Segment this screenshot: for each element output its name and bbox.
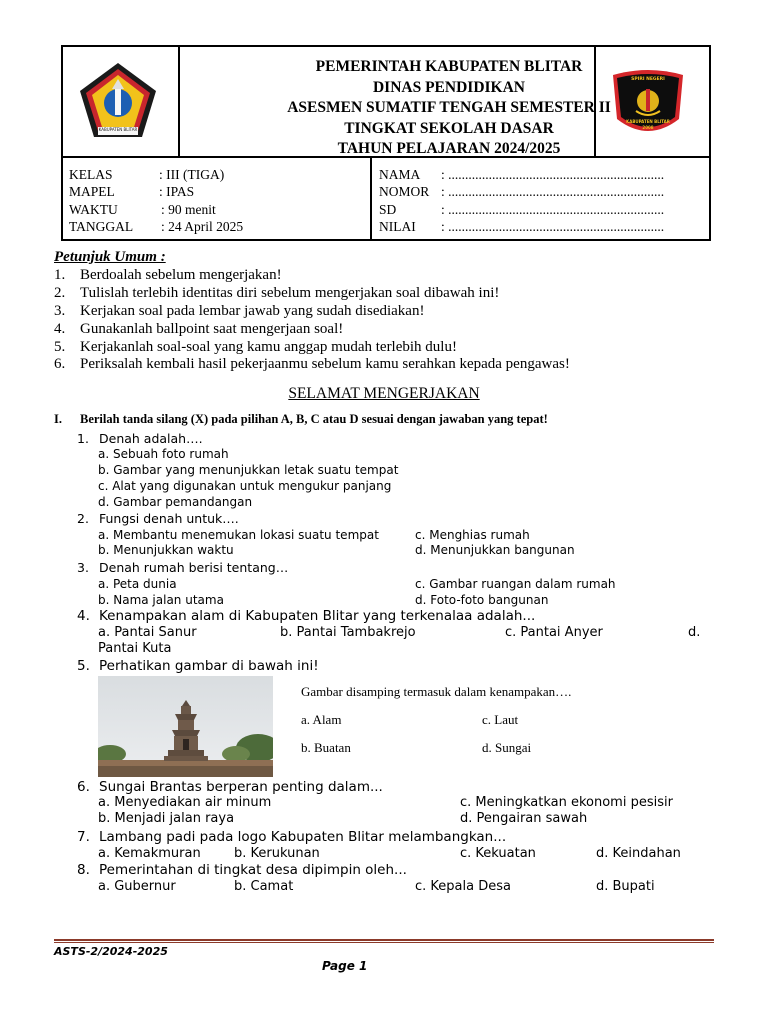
header-line-1: PEMERINTAH KABUPATEN BLITAR bbox=[315, 58, 583, 75]
info-row-waktu bbox=[69, 201, 364, 218]
instruction-text: Periksalah kembali hasil pekerjaanmu sebelum kamu serahkan kepada pengawas! bbox=[80, 356, 570, 372]
q8-option-a[interactable]: a. Gubernur bbox=[98, 879, 176, 894]
instruction-number: 5. bbox=[54, 339, 66, 355]
right-logo-top-text: SPIRI NEGERI bbox=[631, 77, 665, 82]
question-text: Lambang padi pada logo Kabupaten Blitar melambangkan... bbox=[99, 829, 507, 845]
info-row-nama bbox=[379, 166, 709, 183]
header-table bbox=[61, 45, 711, 241]
q1-option-c[interactable]: c. Alat yang digunakan untuk mengukur panjang bbox=[98, 479, 392, 493]
q2-option-d[interactable]: d. Menunjukkan bangunan bbox=[415, 543, 575, 557]
question-number: 5. bbox=[77, 658, 90, 674]
q6-option-a[interactable]: a. Menyediakan air minum bbox=[98, 795, 272, 810]
header-divider-left bbox=[178, 47, 180, 158]
q5-option-c[interactable]: c. Laut bbox=[482, 712, 519, 727]
question-6 bbox=[77, 779, 383, 795]
q1-option-a[interactable]: a. Sebuah foto rumah bbox=[98, 447, 229, 461]
section-heading bbox=[54, 412, 548, 427]
header-line-4: TINGKAT SEKOLAH DASAR bbox=[344, 119, 554, 137]
instruction-item bbox=[54, 284, 499, 302]
question-text: Pemerintahan di tingkat desa dipimpin oleh... bbox=[99, 862, 407, 878]
q3-option-a[interactable]: a. Peta dunia bbox=[98, 577, 177, 591]
info-key: SD bbox=[379, 201, 397, 217]
question-number: 6. bbox=[77, 779, 90, 795]
instruction-text: Kerjakanlah soal-soal yang kamu anggap mudah terlebih dulu! bbox=[80, 339, 457, 355]
instruction-number: 2. bbox=[54, 285, 66, 301]
section-text: Berilah tanda silang (X) pada pilihan A, B, C atau D sesuai dengan jawaban yang tepat! bbox=[80, 412, 548, 426]
info-row-nilai bbox=[379, 218, 709, 235]
q7-option-b[interactable]: b. Kerukunan bbox=[234, 846, 320, 861]
q7-option-a[interactable]: a. Kemakmuran bbox=[98, 846, 201, 861]
question-3 bbox=[77, 560, 288, 575]
question-text: Denah adalah…. bbox=[99, 431, 203, 446]
question-5 bbox=[77, 658, 319, 674]
q2-option-c[interactable]: c. Menghias rumah bbox=[415, 528, 530, 542]
question-number: 3. bbox=[77, 560, 89, 575]
question-number: 2. bbox=[77, 511, 89, 526]
q6-option-c[interactable]: c. Meningkatkan ekonomi pesisir bbox=[460, 795, 673, 810]
footer-rule bbox=[54, 939, 714, 944]
instruction-item bbox=[54, 355, 570, 373]
info-key: KELAS bbox=[69, 167, 113, 182]
info-row-mapel bbox=[69, 183, 364, 200]
question-text: Kenampakan alam di Kabupaten Blitar yang terkenalaa adalah... bbox=[99, 608, 536, 624]
q2-option-a[interactable]: a. Membantu menemukan lokasi suatu tempat bbox=[98, 528, 379, 542]
info-value: : 90 menit bbox=[161, 201, 216, 217]
info-divider bbox=[370, 158, 372, 241]
header-line-3: ASESMEN SUMATIF TENGAH SEMESTER II bbox=[287, 99, 611, 116]
q6-option-b[interactable]: b. Menjadi jalan raya bbox=[98, 811, 235, 826]
question-number: 4. bbox=[77, 608, 90, 624]
question-number: 8. bbox=[77, 862, 90, 878]
question-7 bbox=[77, 829, 506, 845]
q5-option-d[interactable]: d. Sungai bbox=[482, 740, 532, 755]
instruction-number: 1. bbox=[54, 267, 66, 283]
info-key: NILAI bbox=[379, 219, 416, 235]
question-text: Sungai Brantas berperan penting dalam... bbox=[99, 779, 383, 795]
q1-option-d[interactable]: d. Gambar pemandangan bbox=[98, 495, 253, 509]
q4-option-d[interactable]: Pantai Kuta bbox=[98, 641, 172, 656]
instructions-title: Petunjuk Umum : bbox=[54, 249, 166, 265]
question-8 bbox=[77, 862, 407, 878]
question-number: 7. bbox=[77, 829, 90, 845]
q2-option-b[interactable]: b. Menunjukkan waktu bbox=[98, 543, 234, 557]
instruction-text: Kerjakan soal pada lembar jawab yang sudah disediakan! bbox=[80, 303, 425, 319]
instruction-item bbox=[54, 266, 282, 284]
selamat-heading: SELAMAT MENGERJAKAN bbox=[288, 385, 480, 402]
question-4 bbox=[77, 608, 535, 624]
q4-option-b[interactable]: b. Pantai Tambakrejo bbox=[280, 625, 416, 640]
q1-option-b[interactable]: b. Gambar yang menunjukkan letak suatu tempat bbox=[98, 463, 399, 477]
info-row-tanggal bbox=[69, 218, 364, 235]
info-value: : ................................................................ bbox=[441, 219, 665, 235]
q4-option-d-marker[interactable]: d. bbox=[688, 625, 701, 640]
q5-option-a[interactable]: a. Alam bbox=[301, 712, 342, 727]
kabupaten-blitar-logo bbox=[78, 61, 158, 141]
instruction-item bbox=[54, 302, 424, 320]
info-value: : ................................................................ bbox=[441, 201, 665, 217]
right-logo-bottom-text: KABUPATEN BLITAR bbox=[626, 119, 670, 124]
school-logo bbox=[609, 67, 687, 139]
header-line-2: DINAS PENDIDIKAN bbox=[372, 78, 525, 96]
info-value: : ................................................................ bbox=[441, 167, 665, 182]
info-key: MAPEL bbox=[69, 184, 115, 200]
question-text: Denah rumah berisi tentang… bbox=[99, 560, 289, 575]
student-info-left bbox=[69, 166, 364, 236]
q7-option-d[interactable]: d. Keindahan bbox=[596, 846, 681, 861]
instruction-number: 6. bbox=[54, 356, 66, 372]
header-line-5: TAHUN PELAJARAN 2024/2025 bbox=[337, 140, 561, 157]
q7-option-c[interactable]: c. Kekuatan bbox=[460, 846, 536, 861]
temple-photo bbox=[98, 676, 273, 777]
question-number: 1. bbox=[77, 431, 89, 446]
footer-page-number: Page 1 bbox=[322, 959, 368, 973]
info-key: WAKTU bbox=[69, 201, 118, 217]
instruction-number: 4. bbox=[54, 321, 66, 337]
info-key: NOMOR bbox=[379, 184, 430, 200]
instruction-text: Tulislah terlebih identitas diri sebelum mengerjakan soal dibawah ini! bbox=[80, 285, 500, 301]
q5-option-b[interactable]: b. Buatan bbox=[301, 740, 351, 755]
question-text: Perhatikan gambar di bawah ini! bbox=[99, 658, 319, 674]
question-text: Fungsi denah untuk…. bbox=[99, 511, 239, 526]
info-key: TANGGAL bbox=[69, 219, 134, 235]
question-2 bbox=[77, 511, 239, 526]
info-value: : ................................................................ bbox=[441, 184, 665, 200]
q3-option-b[interactable]: b. Nama jalan utama bbox=[98, 593, 224, 607]
info-row-kelas bbox=[69, 166, 364, 183]
q8-option-d[interactable]: d. Bupati bbox=[596, 879, 655, 894]
q5-prompt: Gambar disamping termasuk dalam kenampakan…. bbox=[301, 684, 572, 699]
q6-option-d[interactable]: d. Pengairan sawah bbox=[460, 811, 588, 826]
q4-option-a[interactable]: a. Pantai Sanur bbox=[98, 625, 197, 640]
instruction-text: Gunakanlah ballpoint saat mengerjaan soal! bbox=[80, 321, 344, 337]
info-row-nomor bbox=[379, 183, 709, 200]
section-number: I. bbox=[54, 412, 62, 426]
right-logo-year: 2008 bbox=[642, 125, 654, 130]
instruction-number: 3. bbox=[54, 303, 66, 319]
q3-option-d[interactable]: d. Foto-foto bangunan bbox=[415, 593, 549, 607]
instruction-item bbox=[54, 338, 457, 356]
q8-option-b[interactable]: b. Camat bbox=[234, 879, 294, 894]
q3-option-c[interactable]: c. Gambar ruangan dalam rumah bbox=[415, 577, 616, 591]
question-1 bbox=[77, 431, 203, 446]
info-value: : IPAS bbox=[159, 184, 195, 200]
info-key: NAMA bbox=[379, 167, 421, 182]
q4-option-c[interactable]: c. Pantai Anyer bbox=[505, 625, 603, 640]
instruction-item bbox=[54, 320, 343, 338]
left-logo-caption: KABUPATEN BLITAR bbox=[98, 127, 138, 132]
q8-option-c[interactable]: c. Kepala Desa bbox=[415, 879, 511, 894]
info-value: : 24 April 2025 bbox=[161, 219, 244, 235]
instruction-text: Berdoalah sebelum mengerjakan! bbox=[80, 267, 282, 283]
footer-code: ASTS-2/2024-2025 bbox=[54, 945, 168, 958]
header-title-block bbox=[243, 57, 655, 160]
info-value: : III (TIGA) bbox=[159, 167, 225, 182]
info-row-sd bbox=[379, 201, 709, 218]
student-info-right bbox=[379, 166, 709, 236]
